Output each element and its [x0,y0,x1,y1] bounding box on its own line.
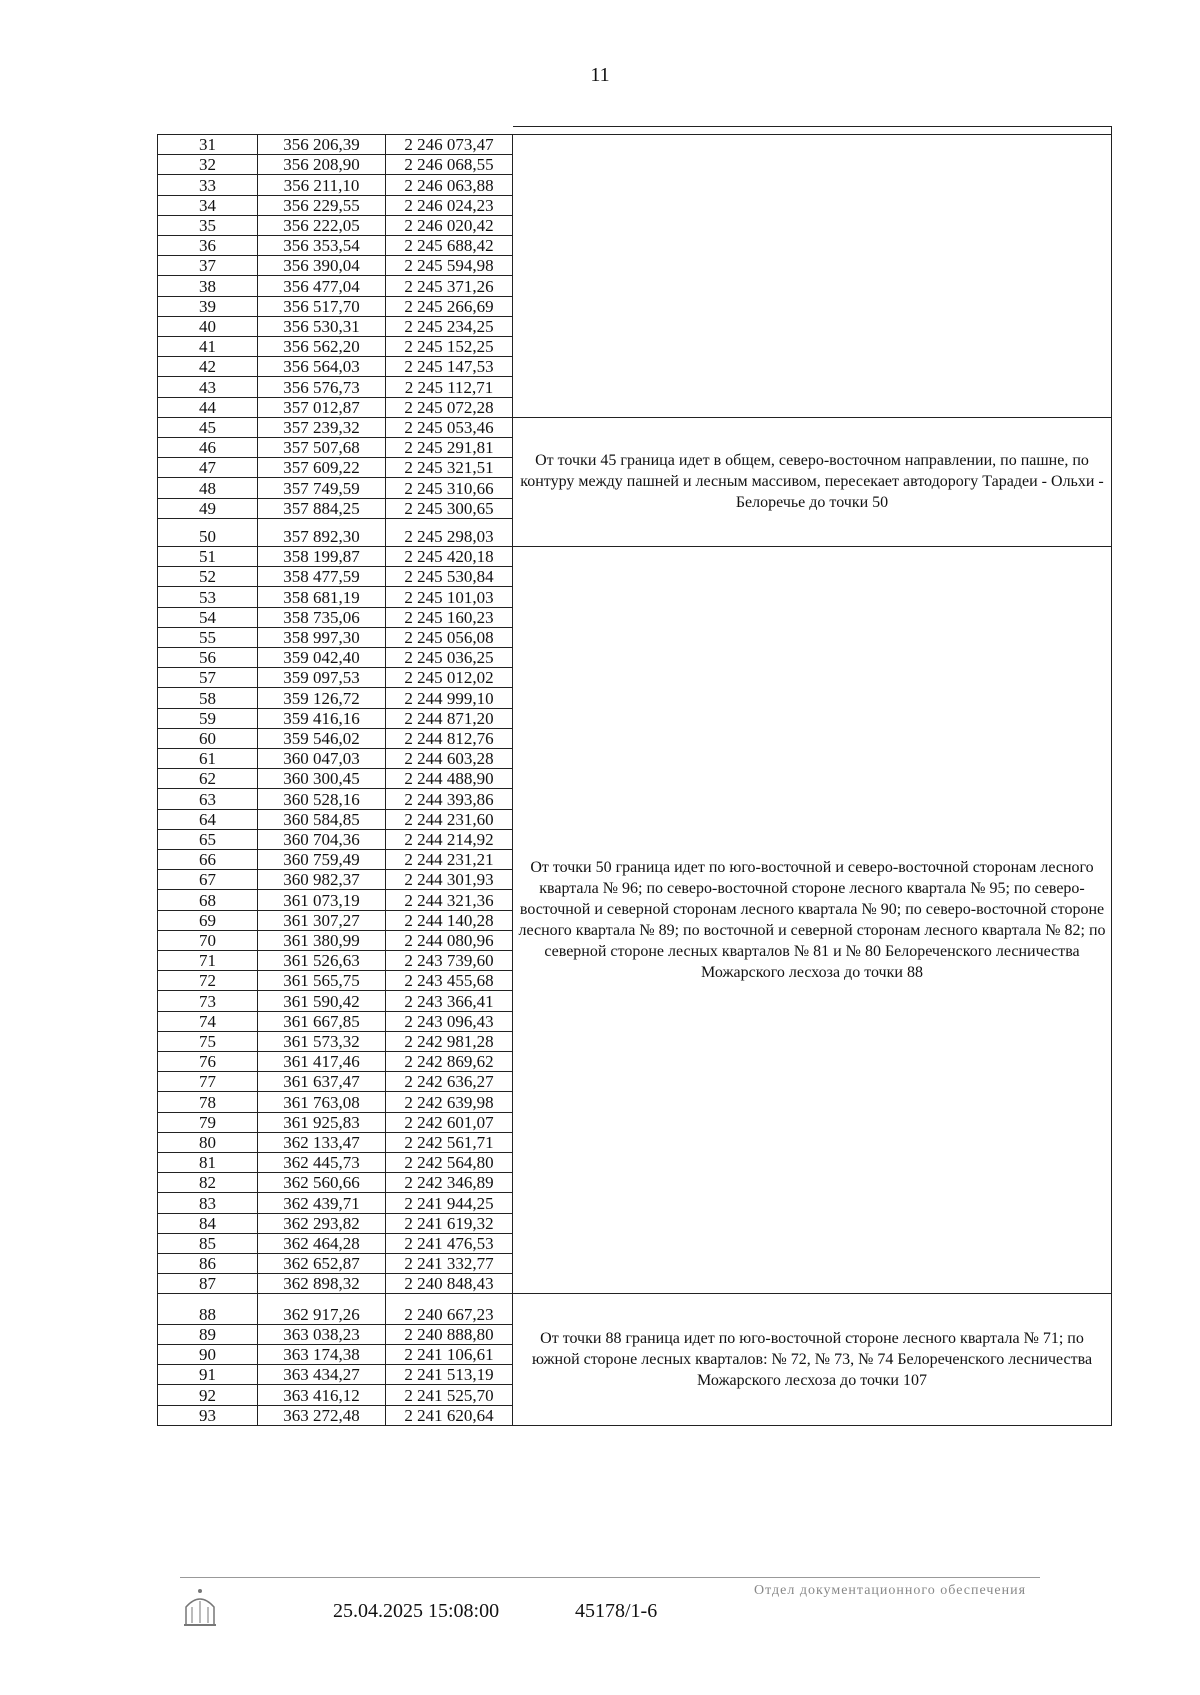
table-row [157,316,513,337]
x-coordinate-cell: 356 390,04 [257,255,385,275]
x-coordinate-cell: 359 126,72 [257,687,385,707]
table-row [157,1364,513,1385]
y-coordinate-cell: 2 245 530,84 [385,566,513,586]
x-coordinate-cell: 362 439,71 [257,1192,385,1212]
y-coordinate-cell: 2 245 321,51 [385,457,513,477]
table-row [157,437,513,458]
y-coordinate-cell: 2 246 073,47 [385,134,513,154]
table-row [157,1091,513,1112]
table-row [157,296,513,317]
x-coordinate-cell: 357 012,87 [257,397,385,417]
table-row [157,1293,513,1324]
x-coordinate-cell: 358 477,59 [257,566,385,586]
point-number-cell: 34 [157,195,257,215]
footer-divider [180,1577,1040,1578]
table-row [157,397,513,418]
x-coordinate-cell: 362 560,66 [257,1172,385,1192]
table-row [157,910,513,931]
point-number-cell: 89 [157,1324,257,1344]
y-coordinate-cell: 2 245 266,69 [385,296,513,316]
y-coordinate-cell: 2 241 619,32 [385,1213,513,1233]
table-row [157,809,513,830]
x-coordinate-cell: 361 573,32 [257,1031,385,1051]
point-number-cell: 83 [157,1192,257,1212]
point-number-cell: 37 [157,255,257,275]
x-coordinate-cell: 360 300,45 [257,768,385,788]
table-row [157,1384,513,1405]
y-coordinate-cell: 2 241 525,70 [385,1384,513,1404]
x-coordinate-cell: 360 047,03 [257,748,385,768]
y-coordinate-cell: 2 243 739,60 [385,950,513,970]
y-coordinate-cell: 2 245 594,98 [385,255,513,275]
table-row [157,1071,513,1092]
y-coordinate-cell: 2 242 561,71 [385,1132,513,1152]
table-row [157,336,513,357]
y-coordinate-cell: 2 242 636,27 [385,1071,513,1091]
y-coordinate-cell: 2 241 106,61 [385,1344,513,1364]
y-coordinate-cell: 2 246 063,88 [385,174,513,194]
x-coordinate-cell: 357 609,22 [257,457,385,477]
y-coordinate-cell: 2 244 393,86 [385,788,513,808]
y-coordinate-cell: 2 245 101,03 [385,586,513,606]
department-stamp: Отдел документационного обеспечения [753,1583,1027,1598]
table-row [157,687,513,708]
x-coordinate-cell: 357 884,25 [257,498,385,518]
emblem-icon [180,1585,220,1629]
table-row [157,1213,513,1234]
y-coordinate-cell: 2 245 072,28 [385,397,513,417]
point-number-cell: 32 [157,154,257,174]
x-coordinate-cell: 361 667,85 [257,1011,385,1031]
table-row [157,950,513,971]
x-coordinate-cell: 361 925,83 [257,1112,385,1132]
y-coordinate-cell: 2 244 488,90 [385,768,513,788]
point-number-cell: 57 [157,667,257,687]
point-number-cell: 42 [157,356,257,376]
table-row [157,417,513,438]
table-row [157,869,513,890]
x-coordinate-cell: 361 073,19 [257,889,385,909]
table-row [157,849,513,870]
x-coordinate-cell: 362 464,28 [257,1233,385,1253]
table-row [157,768,513,789]
y-coordinate-cell: 2 245 147,53 [385,356,513,376]
y-coordinate-cell: 2 241 476,53 [385,1233,513,1253]
point-number-cell: 80 [157,1132,257,1152]
table-row [157,728,513,749]
x-coordinate-cell: 361 565,75 [257,970,385,990]
point-number-cell: 38 [157,275,257,295]
y-coordinate-cell: 2 241 513,19 [385,1364,513,1384]
table-row [157,667,513,688]
y-coordinate-cell: 2 244 603,28 [385,748,513,768]
point-number-cell: 33 [157,174,257,194]
y-coordinate-cell: 2 245 310,66 [385,477,513,497]
table-row [157,930,513,951]
y-coordinate-cell: 2 245 152,25 [385,336,513,356]
table-row [157,518,513,547]
x-coordinate-cell: 358 735,06 [257,607,385,627]
x-coordinate-cell: 360 982,37 [257,869,385,889]
x-coordinate-cell: 363 272,48 [257,1405,385,1425]
point-number-cell: 81 [157,1152,257,1172]
point-number-cell: 87 [157,1273,257,1293]
table-row [157,829,513,850]
table-row [157,1172,513,1193]
table-row [157,1192,513,1213]
y-coordinate-cell: 2 245 112,71 [385,376,513,396]
x-coordinate-cell: 361 590,42 [257,990,385,1010]
table-row [157,1152,513,1173]
x-coordinate-cell: 356 517,70 [257,296,385,316]
point-number-cell: 79 [157,1112,257,1132]
y-coordinate-cell: 2 245 160,23 [385,607,513,627]
y-coordinate-cell: 2 240 848,43 [385,1273,513,1293]
table-row [157,134,513,155]
x-coordinate-cell: 361 417,46 [257,1051,385,1071]
table-row [157,457,513,478]
table-row [157,174,513,195]
point-number-cell: 49 [157,498,257,518]
y-coordinate-cell: 2 244 999,10 [385,687,513,707]
y-coordinate-cell: 2 244 321,36 [385,889,513,909]
point-number-cell: 66 [157,849,257,869]
table-row [157,1011,513,1032]
y-coordinate-cell: 2 245 234,25 [385,316,513,336]
x-coordinate-cell: 361 763,08 [257,1091,385,1111]
table-row [157,376,513,397]
y-coordinate-cell: 2 241 332,77 [385,1253,513,1273]
y-coordinate-cell: 2 245 036,25 [385,647,513,667]
point-number-cell: 76 [157,1051,257,1071]
point-number-cell: 53 [157,586,257,606]
table-row [157,708,513,729]
x-coordinate-cell: 362 133,47 [257,1132,385,1152]
y-coordinate-cell: 2 245 298,03 [385,518,513,546]
table-row [157,566,513,587]
table-row [157,586,513,607]
point-number-cell: 47 [157,457,257,477]
x-coordinate-cell: 363 434,27 [257,1364,385,1384]
y-coordinate-cell: 2 246 020,42 [385,215,513,235]
point-number-cell: 52 [157,566,257,586]
y-coordinate-cell: 2 240 667,23 [385,1293,513,1323]
point-number-cell: 35 [157,215,257,235]
x-coordinate-cell: 361 526,63 [257,950,385,970]
x-coordinate-cell: 356 353,54 [257,235,385,255]
y-coordinate-cell: 2 243 455,68 [385,970,513,990]
table-row [157,356,513,377]
point-number-cell: 75 [157,1031,257,1051]
x-coordinate-cell: 362 652,87 [257,1253,385,1273]
table-row [157,546,513,567]
point-number-cell: 73 [157,990,257,1010]
y-coordinate-cell: 2 244 231,21 [385,849,513,869]
y-coordinate-cell: 2 241 944,25 [385,1192,513,1212]
y-coordinate-cell: 2 242 564,80 [385,1152,513,1172]
y-coordinate-cell: 2 245 291,81 [385,437,513,457]
point-number-cell: 40 [157,316,257,336]
point-number-cell: 55 [157,627,257,647]
table-row [157,1132,513,1153]
x-coordinate-cell: 362 445,73 [257,1152,385,1172]
point-number-cell: 43 [157,376,257,396]
x-coordinate-cell: 360 528,16 [257,788,385,808]
point-number-cell: 64 [157,809,257,829]
point-number-cell: 84 [157,1213,257,1233]
point-number-cell: 90 [157,1344,257,1364]
point-number-cell: 82 [157,1172,257,1192]
table-row [157,1324,513,1345]
table-row [157,1405,513,1426]
point-number-cell: 48 [157,477,257,497]
point-number-cell: 65 [157,829,257,849]
table-row [157,788,513,809]
point-number-cell: 93 [157,1405,257,1425]
table-row [157,154,513,175]
x-coordinate-cell: 356 211,10 [257,174,385,194]
table-row [157,498,513,519]
table-row [157,215,513,236]
table-row [157,748,513,769]
y-coordinate-cell: 2 245 420,18 [385,546,513,566]
point-number-cell: 58 [157,687,257,707]
point-number-cell: 85 [157,1233,257,1253]
y-coordinate-cell: 2 245 688,42 [385,235,513,255]
point-number-cell: 69 [157,910,257,930]
table-row [157,1051,513,1072]
table-row [157,1253,513,1274]
y-coordinate-cell: 2 245 371,26 [385,275,513,295]
table-row [157,627,513,648]
point-number-cell: 74 [157,1011,257,1031]
point-number-cell: 44 [157,397,257,417]
boundary-description: От точки 45 граница идет в общем, северо-восточном направлении, по пашне, по контуру между пашней и лесным массивом, пересекает автодорогу Тарадеи - Ольхи - Белоречье до точки 50 [513,417,1112,547]
point-number-cell: 56 [157,647,257,667]
point-number-cell: 63 [157,788,257,808]
x-coordinate-cell: 358 681,19 [257,586,385,606]
footer-document-code: 45178/1-6 [575,1600,658,1622]
y-coordinate-cell: 2 244 080,96 [385,930,513,950]
table-row [157,970,513,991]
x-coordinate-cell: 356 206,39 [257,134,385,154]
x-coordinate-cell: 363 038,23 [257,1324,385,1344]
boundary-description: От точки 50 граница идет по юго-восточной и северо-восточной сторонам лесного квартала № 96; по северо-восточной стороне лесного квартала № 95; по северо-восточной и северной сторонам лесного квартала № 90; по северо-восточной стороне лесного квартала № 89; по восточной и северной сторонам лесного квартала № 82; по северной стороне лесных кварталов № 81 и № 80 Белореченского лесничества Можарского лесхоза до точки 88 [513,546,1112,1294]
table-row [157,1031,513,1052]
x-coordinate-cell: 356 564,03 [257,356,385,376]
x-coordinate-cell: 360 584,85 [257,809,385,829]
x-coordinate-cell: 357 507,68 [257,437,385,457]
boundary-description [513,126,1112,418]
x-coordinate-cell: 361 380,99 [257,930,385,950]
x-coordinate-cell: 360 704,36 [257,829,385,849]
point-number-cell: 41 [157,336,257,356]
page-number: 11 [590,64,610,86]
x-coordinate-cell: 361 637,47 [257,1071,385,1091]
y-coordinate-cell: 2 242 869,62 [385,1051,513,1071]
boundary-description: От точки 88 граница идет по юго-восточной стороне лесного квартала № 71; по южной стороне лесных кварталов: № 72, № 73, № 74 Белореченского лесничества Можарского лесхоза до точки 107 [513,1293,1112,1425]
x-coordinate-cell: 357 749,59 [257,477,385,497]
x-coordinate-cell: 356 576,73 [257,376,385,396]
x-coordinate-cell: 356 208,90 [257,154,385,174]
y-coordinate-cell: 2 241 620,64 [385,1405,513,1425]
y-coordinate-cell: 2 244 812,76 [385,728,513,748]
point-number-cell: 86 [157,1253,257,1273]
y-coordinate-cell: 2 240 888,80 [385,1324,513,1344]
table-row [157,477,513,498]
x-coordinate-cell: 359 546,02 [257,728,385,748]
y-coordinate-cell: 2 244 140,28 [385,910,513,930]
y-coordinate-cell: 2 244 214,92 [385,829,513,849]
point-number-cell: 54 [157,607,257,627]
x-coordinate-cell: 359 042,40 [257,647,385,667]
table-row [157,255,513,276]
x-coordinate-cell: 356 229,55 [257,195,385,215]
point-number-cell: 70 [157,930,257,950]
table-row [157,647,513,668]
y-coordinate-cell: 2 243 096,43 [385,1011,513,1031]
x-coordinate-cell: 357 892,30 [257,518,385,546]
y-coordinate-cell: 2 244 231,60 [385,809,513,829]
y-coordinate-cell: 2 246 068,55 [385,154,513,174]
table-row [157,889,513,910]
y-coordinate-cell: 2 245 012,02 [385,667,513,687]
table-row [157,235,513,256]
point-number-cell: 78 [157,1091,257,1111]
point-number-cell: 68 [157,889,257,909]
point-number-cell: 92 [157,1384,257,1404]
table-row [157,275,513,296]
x-coordinate-cell: 362 898,32 [257,1273,385,1293]
x-coordinate-cell: 359 097,53 [257,667,385,687]
footer-datetime: 25.04.2025 15:08:00 [333,1600,500,1622]
point-number-cell: 45 [157,417,257,437]
point-number-cell: 51 [157,546,257,566]
y-coordinate-cell: 2 242 639,98 [385,1091,513,1111]
table-row [157,1344,513,1365]
y-coordinate-cell: 2 242 601,07 [385,1112,513,1132]
table-row [157,1112,513,1133]
table-row [157,1233,513,1254]
x-coordinate-cell: 360 759,49 [257,849,385,869]
x-coordinate-cell: 363 416,12 [257,1384,385,1404]
x-coordinate-cell: 358 199,87 [257,546,385,566]
point-number-cell: 31 [157,134,257,154]
y-coordinate-cell: 2 242 981,28 [385,1031,513,1051]
y-coordinate-cell: 2 244 301,93 [385,869,513,889]
x-coordinate-cell: 362 293,82 [257,1213,385,1233]
point-number-cell: 36 [157,235,257,255]
point-number-cell: 59 [157,708,257,728]
point-number-cell: 46 [157,437,257,457]
y-coordinate-cell: 2 243 366,41 [385,990,513,1010]
y-coordinate-cell: 2 246 024,23 [385,195,513,215]
x-coordinate-cell: 356 222,05 [257,215,385,235]
x-coordinate-cell: 356 562,20 [257,336,385,356]
point-number-cell: 67 [157,869,257,889]
point-number-cell: 60 [157,728,257,748]
x-coordinate-cell: 359 416,16 [257,708,385,728]
table-row [157,1273,513,1294]
x-coordinate-cell: 357 239,32 [257,417,385,437]
x-coordinate-cell: 362 917,26 [257,1293,385,1323]
table-row [157,607,513,628]
point-number-cell: 77 [157,1071,257,1091]
point-number-cell: 61 [157,748,257,768]
x-coordinate-cell: 361 307,27 [257,910,385,930]
y-coordinate-cell: 2 242 346,89 [385,1172,513,1192]
x-coordinate-cell: 358 997,30 [257,627,385,647]
point-number-cell: 50 [157,518,257,546]
x-coordinate-cell: 356 477,04 [257,275,385,295]
x-coordinate-cell: 363 174,38 [257,1344,385,1364]
table-row [157,195,513,216]
x-coordinate-cell: 356 530,31 [257,316,385,336]
y-coordinate-cell: 2 245 300,65 [385,498,513,518]
table-row [157,990,513,1011]
point-number-cell: 62 [157,768,257,788]
point-number-cell: 39 [157,296,257,316]
y-coordinate-cell: 2 245 056,08 [385,627,513,647]
point-number-cell: 91 [157,1364,257,1384]
y-coordinate-cell: 2 244 871,20 [385,708,513,728]
point-number-cell: 72 [157,970,257,990]
y-coordinate-cell: 2 245 053,46 [385,417,513,437]
point-number-cell: 71 [157,950,257,970]
point-number-cell: 88 [157,1293,257,1323]
